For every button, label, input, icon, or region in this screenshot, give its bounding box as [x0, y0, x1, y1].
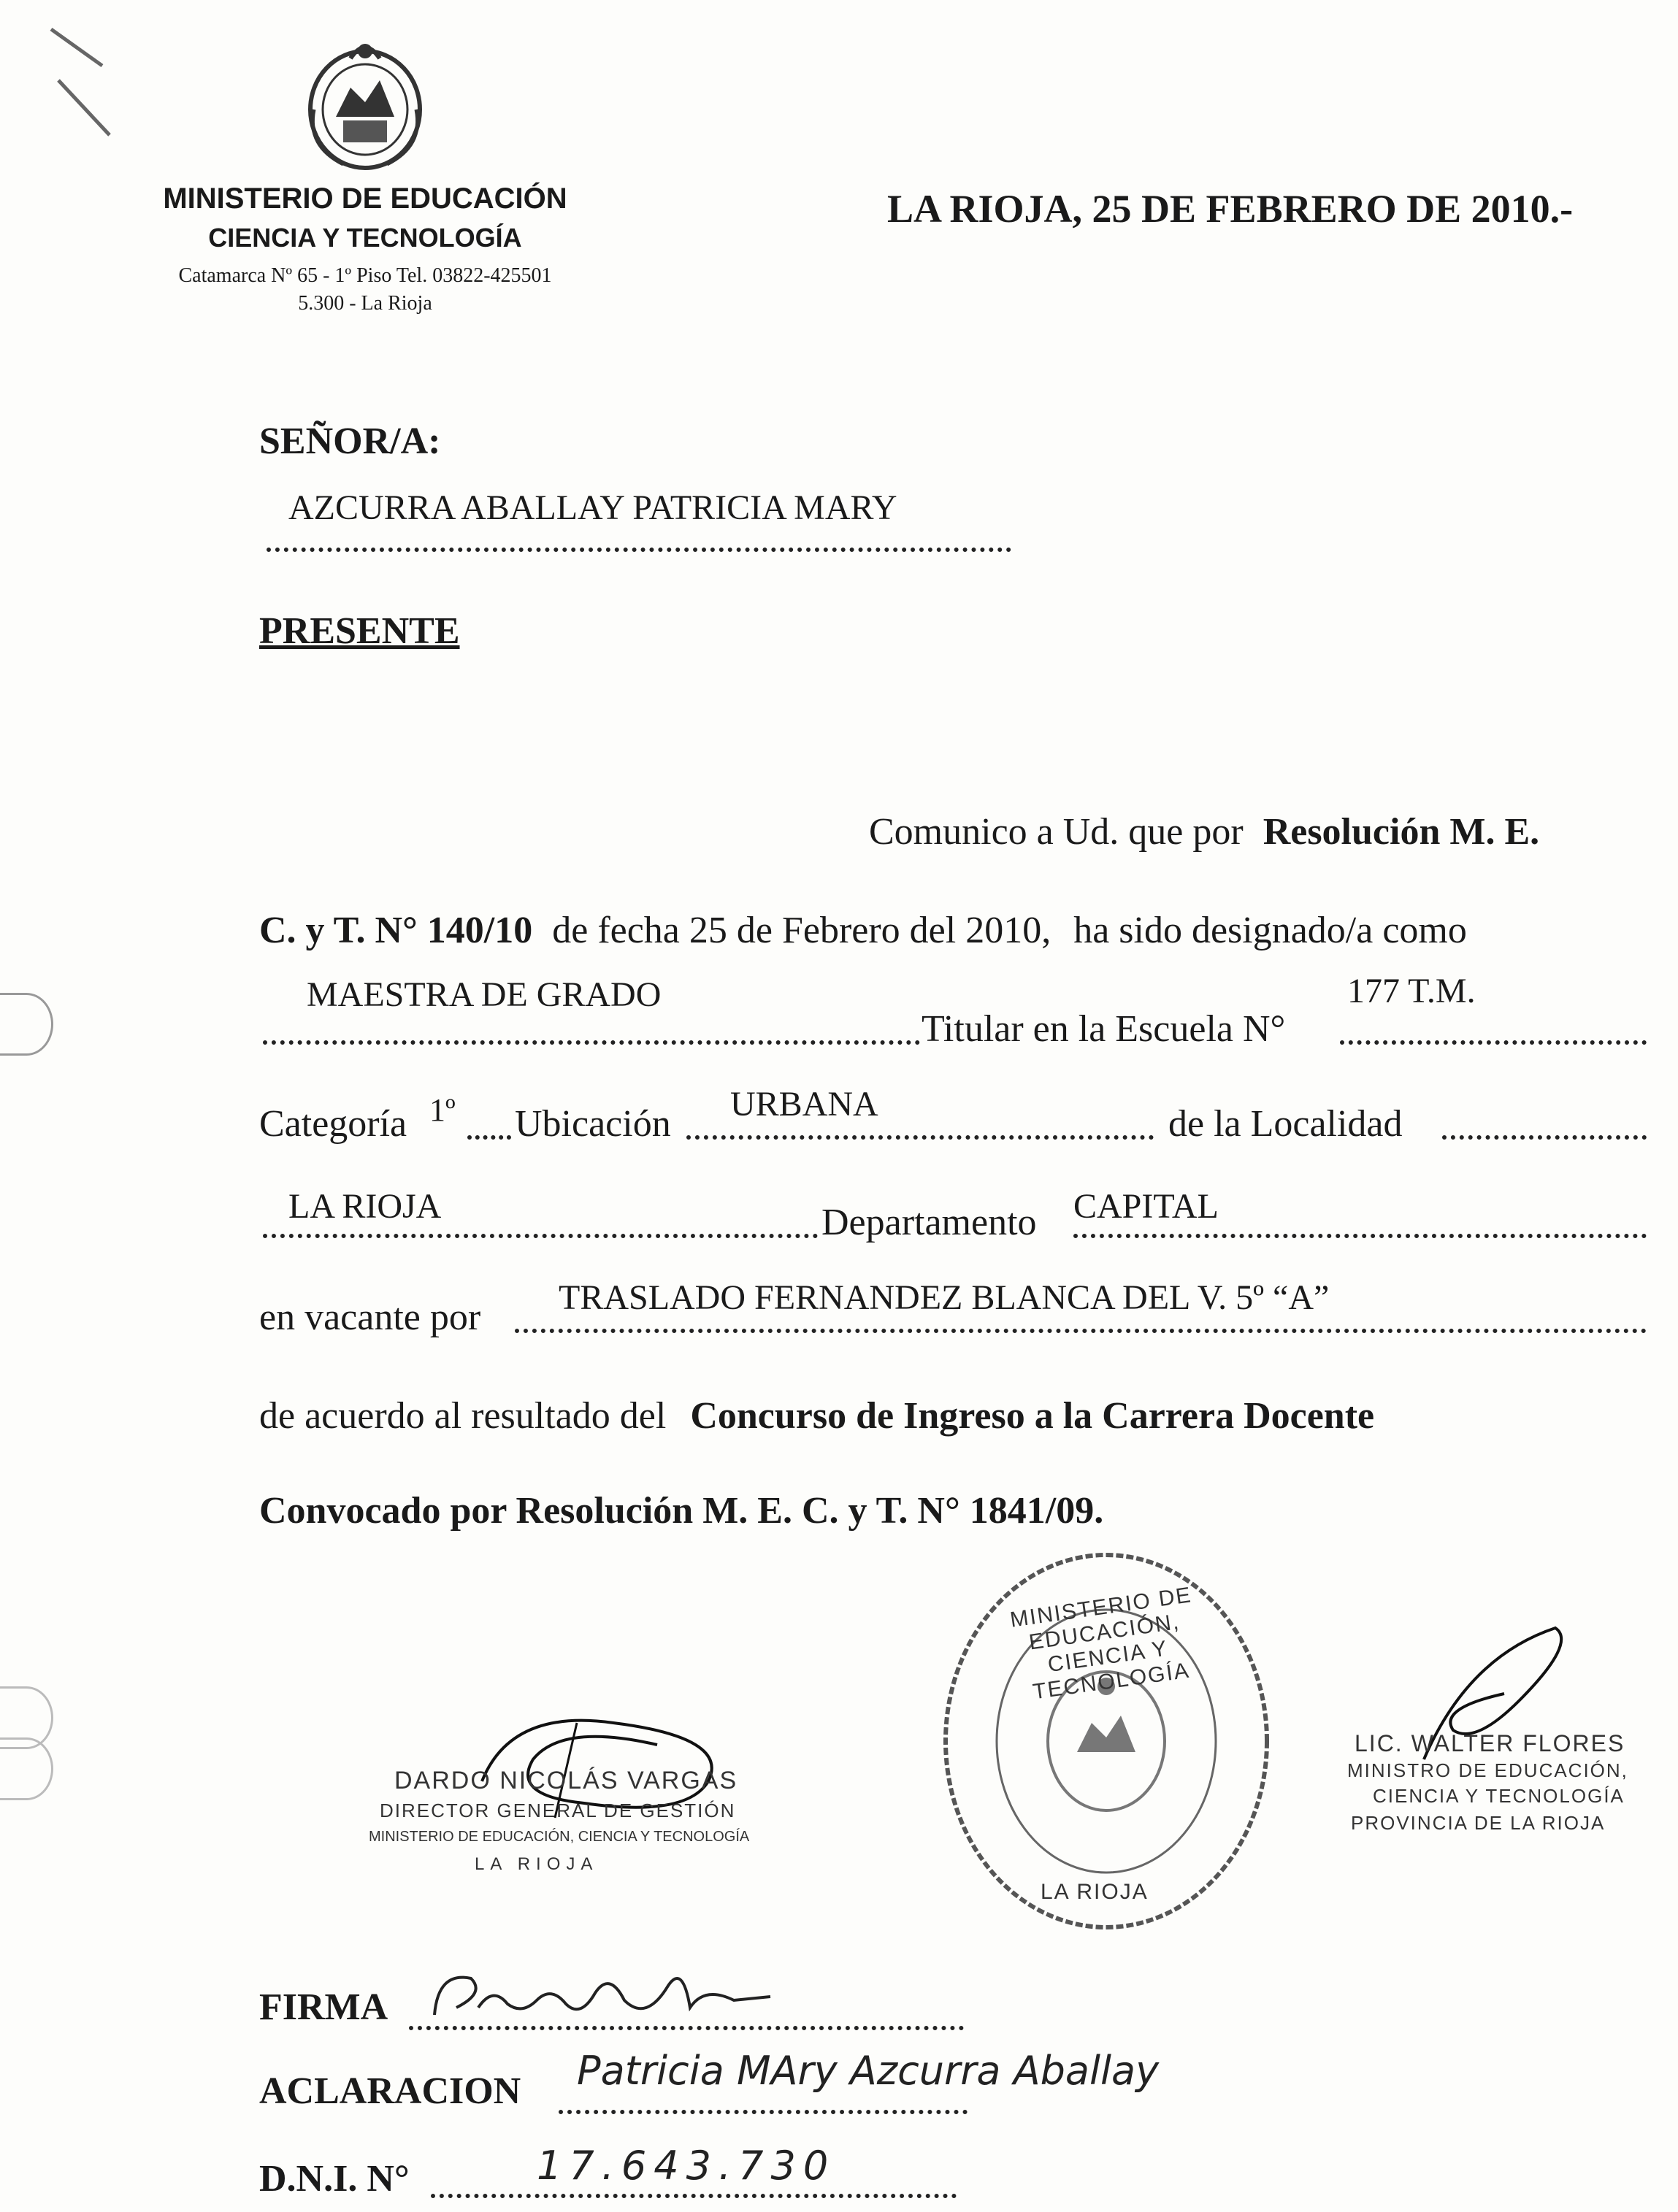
body-line-2	[259, 909, 1467, 952]
vacante-dotted-line	[515, 1329, 1647, 1333]
localidad-value: LA RIOJA	[288, 1187, 442, 1226]
left-signer-org: MINISTERIO DE EDUCACIÓN, CIENCIA Y TECNOLOGÍA	[369, 1829, 750, 1845]
staple-mark	[44, 15, 124, 139]
body-line-1	[869, 810, 1539, 853]
left-signer-title: DIRECTOR GENERAL DE GESTIÓN	[380, 1800, 736, 1821]
categoria-value: 1º	[429, 1092, 456, 1128]
resolution-date: de fecha 25 de Febrero del 2010,	[552, 910, 1051, 951]
document-date: LA RIOJA, 25 DE FEBRERO DE 2010.-	[887, 187, 1574, 231]
left-signer-place: LA RIOJA	[475, 1854, 599, 1874]
right-signer-title: CIENCIA Y TECNOLOGÍA	[1373, 1785, 1625, 1807]
handwritten-signature	[427, 1956, 792, 2037]
ministry-name: MINISTERIO DE EDUCACIÓN	[163, 183, 567, 215]
cargo-value: MAESTRA DE GRADO	[307, 975, 662, 1014]
seal-place: LA RIOJA	[1041, 1880, 1149, 1904]
resolution-ref: Resolución M. E.	[1263, 811, 1540, 853]
right-signer-name: LIC. WALTER FLORES	[1355, 1730, 1625, 1756]
vacante-value: TRASLADO FERNANDEZ BLANCA DEL V. 5º “A”	[559, 1278, 1330, 1317]
punch-hole	[0, 1737, 53, 1800]
localidad-label: de la Localidad	[1168, 1103, 1403, 1145]
seal-text: MINISTERIO DE EDUCACIÓN, CIENCIA Y TECNOLOGÍA	[1008, 1583, 1194, 1705]
departamento-label: Departamento	[821, 1202, 1037, 1243]
ubicacion-value: URBANA	[730, 1085, 878, 1124]
titular-label: Titular en la Escuela N°	[922, 1008, 1286, 1050]
ubicacion-label: Ubicación	[515, 1103, 671, 1145]
coat-of-arms-icon	[299, 29, 431, 175]
aclaracion-value: Patricia MAry Azcurra Aballay	[577, 2048, 1160, 2094]
concurso-ref: Concurso de Ingreso a la Carrera Docente	[690, 1395, 1375, 1437]
firma-label: FIRMA	[259, 1986, 388, 2028]
aclaracion-label: ACLARACION	[259, 2070, 521, 2112]
punch-hole	[0, 993, 53, 1056]
cargo-dotted-line	[263, 1040, 920, 1045]
convocatoria-ref: Convocado por Resolución M. E. C. y T. N° 1841/09.	[259, 1490, 1104, 1532]
right-signer-title: MINISTRO DE EDUCACIÓN,	[1347, 1759, 1628, 1781]
departamento-value: CAPITAL	[1073, 1187, 1219, 1226]
resolution-number: C. y T. N° 140/10	[259, 910, 533, 951]
escuela-dotted-line	[1340, 1040, 1647, 1045]
escuela-value: 177 T.M.	[1347, 972, 1476, 1010]
departamento-dotted-line	[1073, 1234, 1647, 1238]
body-text: Comunico a Ud. que por	[869, 811, 1244, 853]
salutation: SEÑOR/A:	[259, 420, 441, 462]
categoria-dotted-line	[467, 1135, 511, 1140]
dni-dotted-line	[431, 2194, 957, 2198]
vacante-label: en vacante por	[259, 1297, 481, 1338]
dni-label: D.N.I. N°	[259, 2158, 410, 2200]
recipient-name: AZCURRA ABALLAY PATRICIA MARY	[288, 488, 897, 527]
body-line-7	[259, 1394, 1374, 1437]
aclaracion-dotted-line	[559, 2110, 968, 2114]
ministry-postal: 5.300 - La Rioja	[298, 292, 432, 315]
localidad-dotted-line	[1442, 1135, 1647, 1140]
localidad-value-dotted-line	[263, 1234, 818, 1238]
categoria-label: Categoría	[259, 1103, 407, 1145]
ministry-address: Catamarca Nº 65 - 1º Piso Tel. 03822-425501	[178, 264, 552, 287]
dni-value: 17.643.730	[537, 2143, 836, 2189]
right-signer-province: PROVINCIA DE LA RIOJA	[1351, 1812, 1606, 1834]
left-signer-name: DARDO NICOLÁS VARGAS	[394, 1767, 738, 1794]
recipient-dotted-line	[267, 548, 1011, 552]
ubicacion-dotted-line	[686, 1135, 1154, 1140]
designation-text: ha sido designado/a como	[1073, 910, 1467, 951]
ministry-subtitle: CIENCIA Y TECNOLOGÍA	[208, 223, 522, 253]
presente-label: PRESENTE	[259, 610, 460, 652]
body-text: de acuerdo al resultado del	[259, 1395, 667, 1437]
